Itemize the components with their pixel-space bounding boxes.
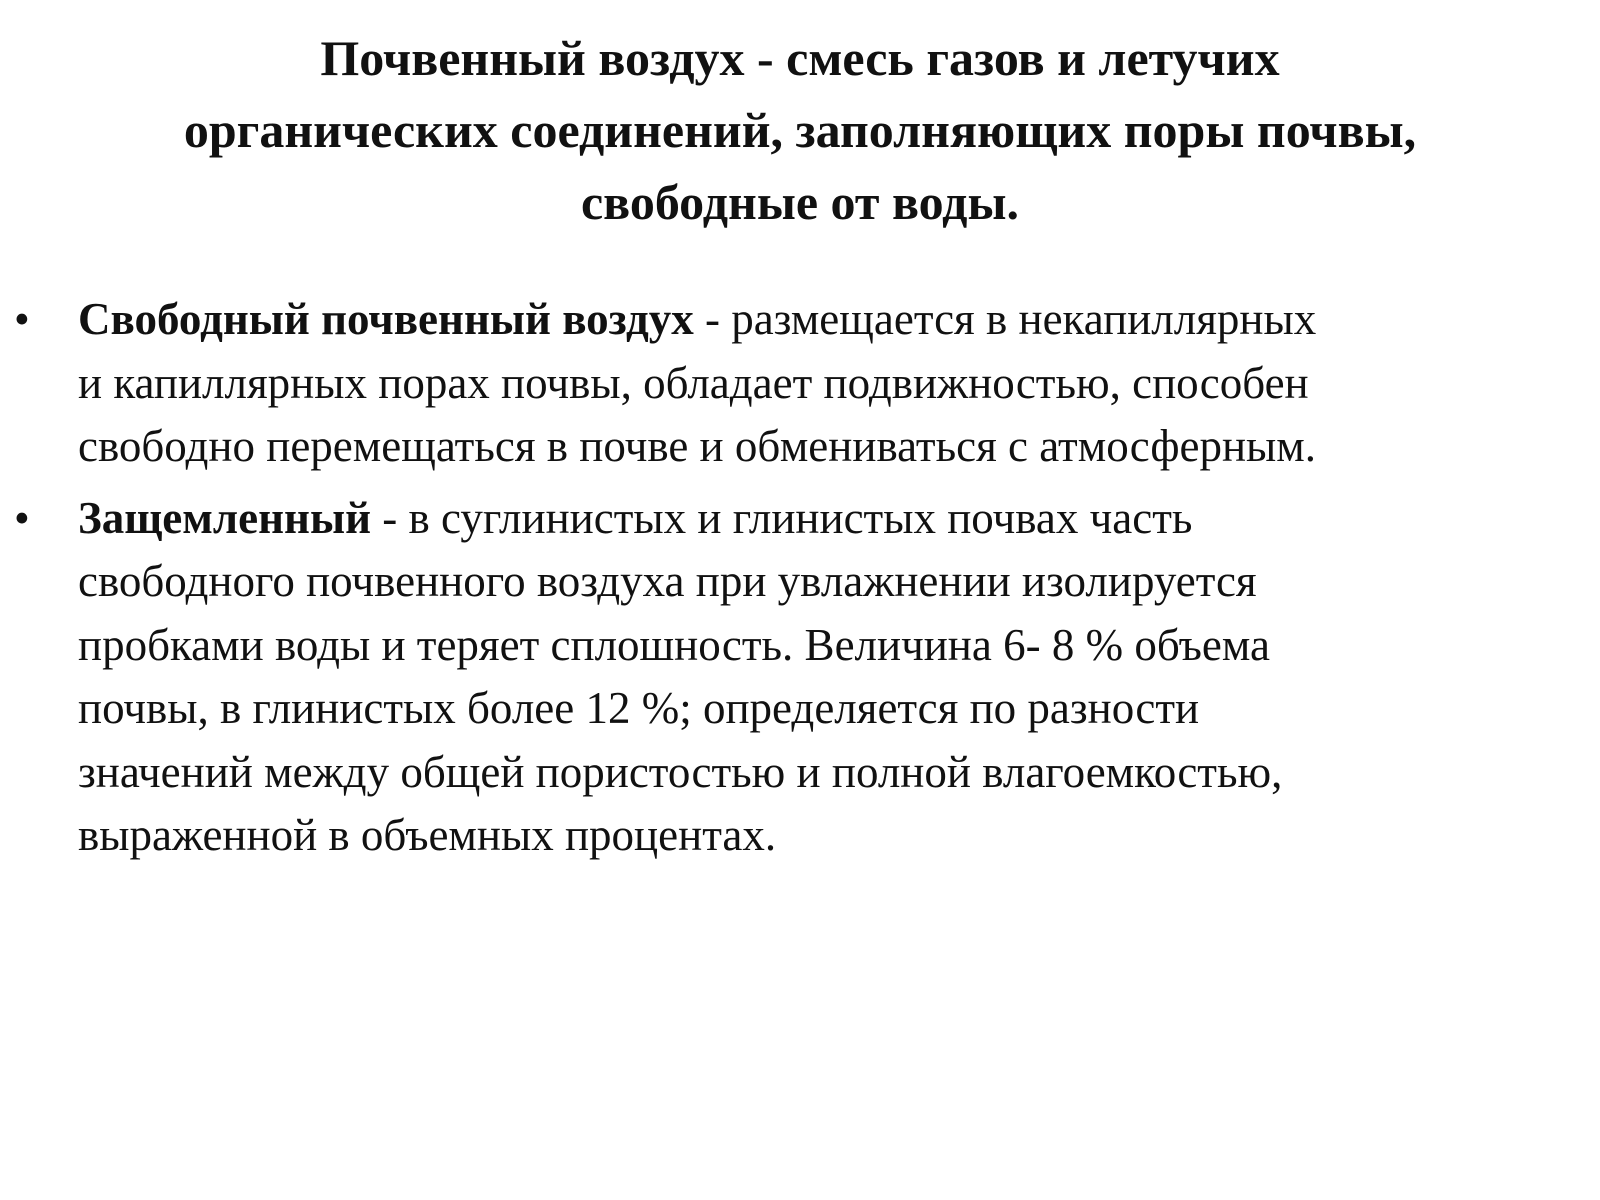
slide-title	[40, 22, 1560, 238]
bullet-marker: •	[14, 492, 30, 543]
bullet-2-line-6: выраженной в объемных процентах.	[78, 810, 777, 860]
bullet-1-line-3: свободно перемещаться в почве и обмениваться с атмосферным.	[78, 421, 1317, 471]
bullet-2-line-5: значений между общей пористостью и полной влагоемкостью,	[78, 746, 1283, 797]
title-line-1	[40, 22, 1560, 94]
title-term: Почвенный воздух -	[320, 30, 774, 86]
title-line-3: свободные от воды.	[580, 174, 1020, 230]
bullet-2-line-3: пробками воды и теряет сплошность. Величина 6- 8 % объема	[78, 619, 1270, 670]
bullet-1-term: Свободный почвенный воздух	[78, 294, 694, 344]
bullet-2-line-1-rest: - в суглинистых и глинистых почвах часть	[371, 492, 1193, 543]
bullet-list	[0, 288, 1600, 876]
title-line-1-rest: смесь газов и летучих	[773, 30, 1280, 86]
bullet-2-line-1	[78, 487, 1580, 551]
bullet-2-term: Защемленный	[78, 492, 372, 543]
bullet-1-line-2: и капиллярных порах почвы, обладает подвижностью, способен	[78, 357, 1309, 408]
bullet-2-line-2: свободного почвенного воздуха при увлажнении изолируется	[78, 556, 1257, 606]
title-line-2: органических соединений, заполняющих поры почвы,	[183, 102, 1417, 158]
bullet-marker: •	[14, 294, 30, 344]
bullet-free-soil-air	[0, 288, 1600, 479]
bullet-1-line-1	[78, 288, 1580, 352]
bullet-1-line-1-rest: - размещается в некапиллярных	[693, 294, 1317, 344]
bullet-2-line-4: почвы, в глинистых более 12 %; определяется по разности	[78, 683, 1200, 733]
bullet-trapped-air	[0, 487, 1600, 868]
